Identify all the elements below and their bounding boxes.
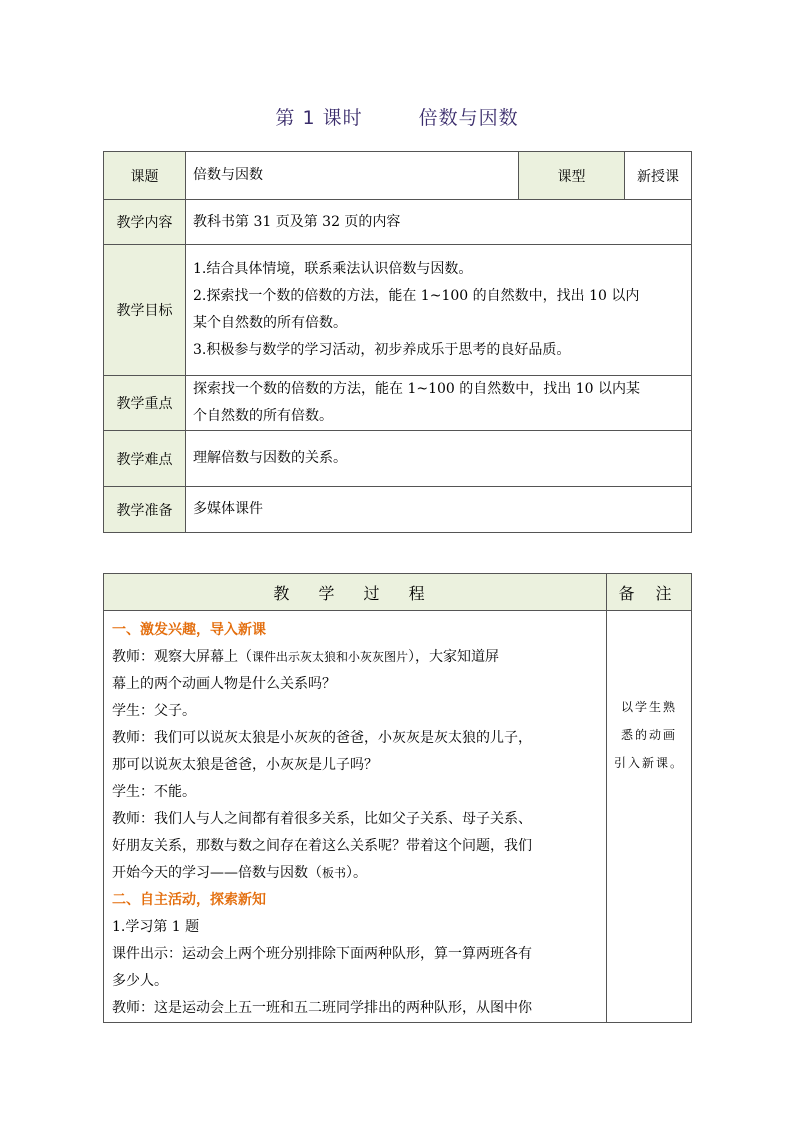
type-value: 新授课 [625,152,692,200]
key-label: 教学重点 [104,376,186,431]
process-line: 幕上的两个动画人物是什么关系吗？ [112,676,336,692]
key-line: 探索找一个数的倍数的方法，能在 1~100 的自然数中，找出 10 以内某 [193,381,640,397]
row-topic [104,152,692,200]
process-line: 好朋友关系，那数与数之间存在着这么关系呢？带着这个问题，我们 [112,838,532,854]
content-label: 教学内容 [104,200,186,245]
prep-label: 教学准备 [104,487,186,533]
topic-value: 倍数与因数 [186,152,519,200]
process-line: 开始今天的学习——倍数与因数（板书）。 [112,865,368,881]
process-content [104,611,607,1023]
row-key-points [104,376,692,431]
goal-line: 2.探索找一个数的倍数的方法，能在 1~100 的自然数中，找出 10 以内 [193,288,640,304]
section-heading: 一、激发兴趣，导入新课 [112,622,266,638]
lesson-title: 倍数与因数 [418,107,519,129]
note-header: 备 注 [607,574,692,611]
topic-label: 课题 [104,152,186,200]
row-difficulty [104,431,692,487]
row-preparation [104,487,692,533]
key-line: 个自然数的所有倍数。 [193,408,333,424]
process-line: 学生：父子。 [112,703,196,719]
process-line: 教师：我们可以说灰太狼是小灰灰的爸爸，小灰灰是灰太狼的儿子， [112,730,532,746]
process-line: 教师：观察大屏幕上（课件出示灰太狼和小灰灰图片），大家知道屏 [112,649,500,665]
difficulty-value: 理解倍数与因数的关系。 [186,431,692,487]
row-goals [104,245,692,376]
key-value [186,376,692,431]
goals-label: 教学目标 [104,245,186,376]
process-line: 那可以说灰太狼是爸爸，小灰灰是儿子吗？ [112,757,378,773]
process-line: 学生：不能。 [112,784,196,800]
goal-line: 1.结合具体情境，联系乘法认识倍数与因数。 [193,261,473,277]
process-header: 教 学 过 程 [104,574,607,611]
note-line: 以学生熟 [620,700,677,714]
goal-line: 某个自然数的所有倍数。 [193,315,347,331]
process-line: 课件出示：运动会上两个班分别排除下面两种队形，算一算两班各有 [112,946,532,962]
process-line: 教师：这是运动会上五一班和五二班同学排出的两种队形，从图中你 [112,1000,532,1016]
goal-line: 3.积极参与数学的学习活动，初步养成乐于思考的良好品质。 [193,342,571,358]
goals-value [186,245,692,376]
content-value: 教科书第 31 页及第 32 页的内容 [186,200,692,245]
note-line: 引入新课。 [613,756,684,770]
row-content [104,200,692,245]
section-heading: 二、自主活动，探索新知 [112,892,266,908]
process-header-row [104,574,692,611]
lesson-number: 第 1 课时 [275,107,363,129]
prep-value: 多媒体课件 [186,487,692,533]
process-line: 多少人。 [112,973,168,989]
note-content [607,611,692,1023]
lesson-info-table [103,151,692,533]
difficulty-label: 教学难点 [104,431,186,487]
page-title [0,103,794,130]
note-line: 悉的动画 [620,728,677,742]
process-body-row [104,611,692,1023]
type-label: 课型 [519,152,625,200]
process-line: 1.学习第 1 题 [112,919,200,935]
process-line: 教师：我们人与人之间都有着很多关系，比如父子关系、母子关系、 [112,811,532,827]
teaching-process-table [103,573,692,1023]
